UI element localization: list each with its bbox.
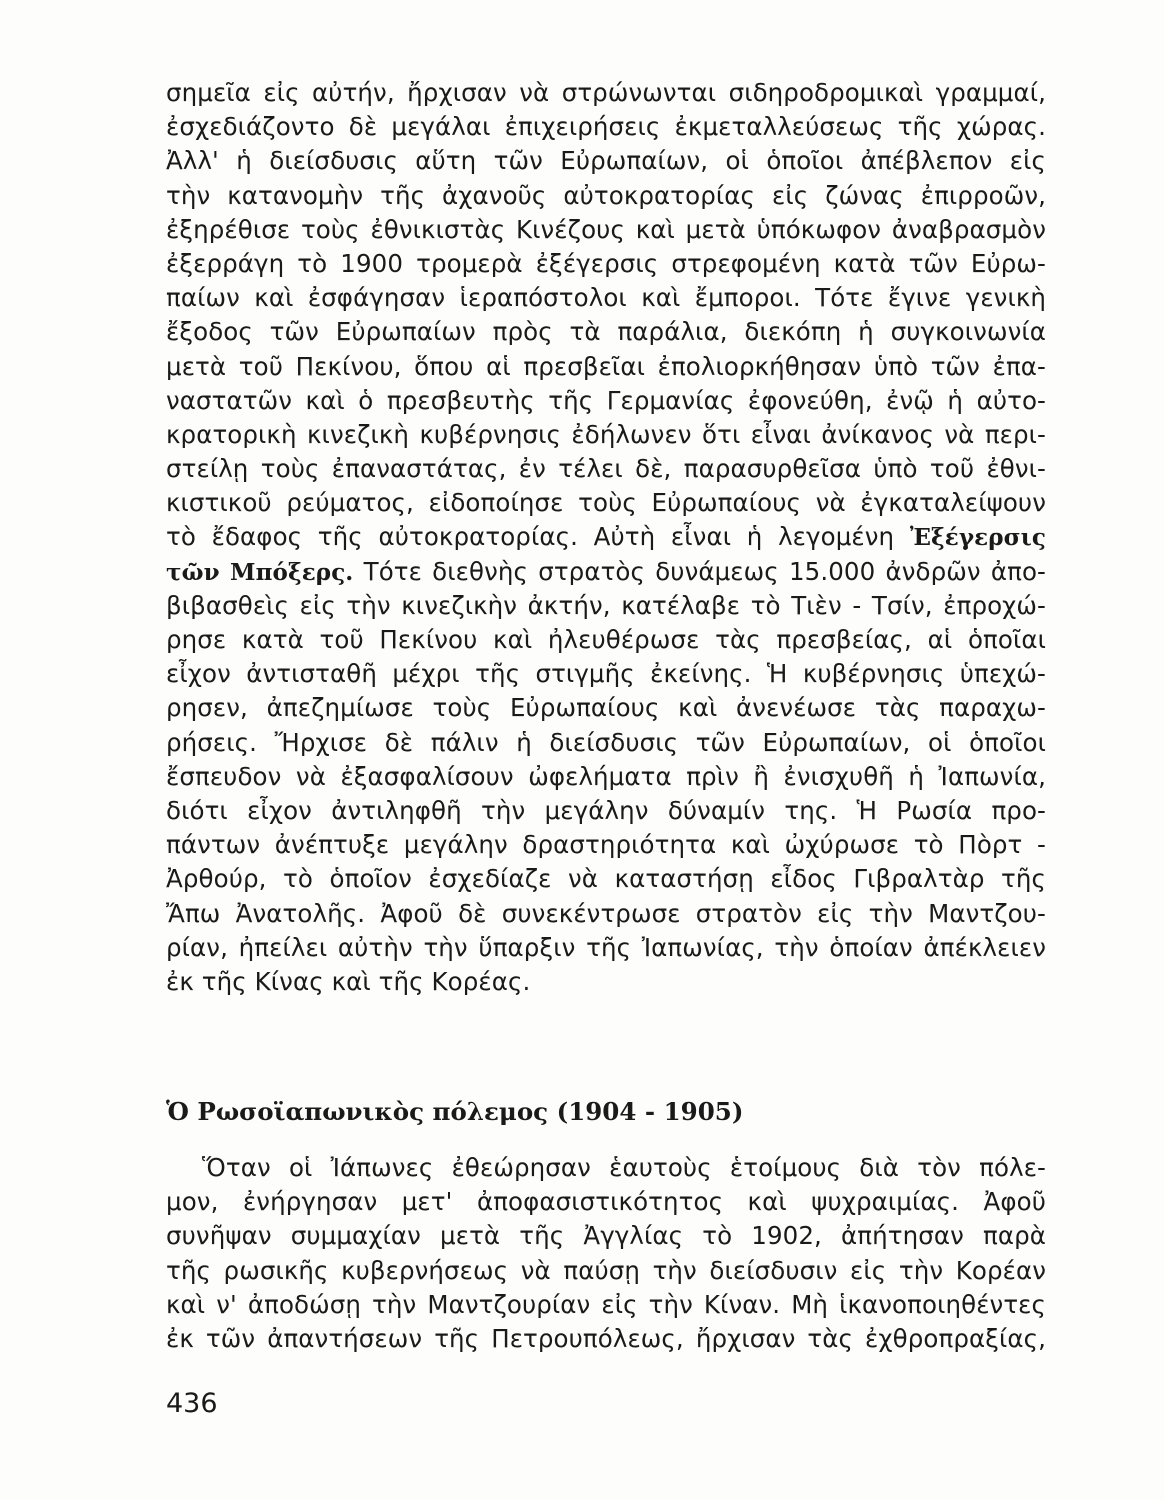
- text-line: ἐξηρέθισε τοὺς ἐθνικιστὰς Κινέζους καὶ μετὰ ὑπόκωφον ἀναβρασμὸν: [166, 214, 1046, 244]
- text-line: παίων καὶ ἐσφάγησαν ἱεραπόστολοι καὶ ἔμποροι. Τότε ἔγινε γενικὴ: [166, 283, 1046, 313]
- boxer-rebellion-term-cont: τῶν Μπόξερς.: [166, 558, 354, 586]
- text-line: ἐσχεδιάζοντο δὲ μεγάλαι ἐπιχειρήσεις ἐκμεταλλεύσεως τῆς χώρας.: [166, 112, 1046, 142]
- page-number: 436: [166, 1388, 218, 1419]
- text-line: ἔσπευδον νὰ ἐξασφαλίσουν ὠφελήματα πρὶν ἢ ἐνισχυθῆ ἡ Ἰαπωνία,: [166, 761, 1046, 791]
- text-line: ρησεν, ἀπεζημίωσε τοὺς Εὐρωπαίους καὶ ἀνενέωσε τὰς παραχω-: [166, 693, 1046, 723]
- text-line: Ἄπω Ἀνατολῆς. Ἀφοῦ δὲ συνεκέντρωσε στρατὸν εἰς τὴν Μαντζου-: [166, 898, 1046, 928]
- boxer-rebellion-term: Ἐξέγερσις: [909, 524, 1047, 552]
- text-line: μον, ἐνήργησαν μετ' ἀποφασιστικότητος καὶ ψυχραιμίας. Ἀφοῦ: [166, 1187, 1046, 1217]
- text-line: ἐξερράγη τὸ 1900 τρομερὰ ἐξέγερσις στρεφομένη κατὰ τῶν Εὐρω-: [166, 248, 1046, 278]
- text-line-with-bold-term: [166, 520, 1046, 554]
- text-line: κρατορικὴ κινεζικὴ κυβέρνησις ἐδήλωνεν ὅτι εἶναι ἀνίκανος νὰ περι-: [166, 419, 1046, 449]
- body-paragraph: [166, 76, 1046, 999]
- text-line: τῆς ρωσικῆς κυβερνήσεως νὰ παύσῃ τὴν διείσδυσιν εἰς τὴν Κορέαν: [166, 1255, 1046, 1285]
- text-line: βιβασθεὶς εἰς τὴν κινεζικὴν ἀκτήν, κατέλαβε τὸ Τιὲν - Τσίν, ἐπροχώ-: [166, 590, 1046, 620]
- text-line: διότι εἶχον ἀντιληφθῆ τὴν μεγάλην δύναμίν της. Ἡ Ρωσία προ-: [166, 795, 1046, 825]
- text-line: Ἀλλ' ἡ διείσδυσις αὕτη τῶν Εὐρωπαίων, οἱ ὁποῖοι ἀπέβλεπον εἰς: [166, 146, 1046, 176]
- text-line-with-bold-term: [166, 555, 1046, 589]
- text-line: ναστατῶν καὶ ὁ πρεσβευτὴς τῆς Γερμανίας ἐφονεύθη, ἐνῷ ἡ αὐτο-: [166, 385, 1046, 415]
- text-line: εἶχον ἀντισταθῆ μέχρι τῆς στιγμῆς ἐκείνης. Ἡ κυβέρνησις ὑπεχώ-: [166, 659, 1046, 689]
- section-heading: Ὁ Ρωσοϊαπωνικὸς πόλεμος (1904 - 1905): [166, 1097, 744, 1126]
- text-line: ρησε κατὰ τοῦ Πεκίνου καὶ ἠλευθέρωσε τὰς πρεσβείας, αἱ ὁποῖαι: [166, 625, 1046, 654]
- text-line: σημεῖα εἰς αὐτήν, ἤρχισαν νὰ στρώνωνται σιδηροδρομικαὶ γραμμαί,: [166, 78, 1046, 107]
- text-line: ἔξοδος τῶν Εὐρωπαίων πρὸς τὰ παράλια, διεκόπη ἡ συγκοινωνία: [166, 317, 1046, 347]
- text-line: ρήσεις. Ἤρχισε δὲ πάλιν ἡ διείσδυσις τῶν Εὐρωπαίων, οἱ ὁποῖοι: [166, 727, 1046, 757]
- text-line: Ἀρθούρ, τὸ ὁποῖον ἐσχεδίαζε νὰ καταστήσῃ εἶδος Γιβραλτὰρ τῆς: [166, 864, 1046, 894]
- text-line: πάντων ἀνέπτυξε μεγάλην δραστηριότητα καὶ ὠχύρωσε τὸ Πὸρτ -: [166, 830, 1046, 860]
- text-line: Ὅταν οἱ Ἰάπωνες ἐθεώρησαν ἑαυτοὺς ἑτοίμους διὰ τὸν πόλε-: [202, 1153, 1046, 1182]
- text-segment: Τότε διεθνὴς στρατὸς δυνάμεως 15.000 ἀνδρῶν ἀπο-: [353, 556, 1046, 586]
- text-line: καὶ ν' ἀποδώσῃ τὴν Μαντζουρίαν εἰς τὴν Κίναν. Μὴ ἱκανοποιηθέντες: [166, 1289, 1046, 1319]
- body-paragraph: [166, 1151, 1046, 1356]
- text-line: ἐκ τῆς Κίνας καὶ τῆς Κορέας.: [166, 966, 531, 996]
- text-line: στείλῃ τοὺς ἐπαναστάτας, ἐν τέλει δὲ, παρασυρθεῖσα ὑπὸ τοῦ ἐθνι-: [166, 454, 1046, 484]
- text-line: συνῆψαν συμμαχίαν μετὰ τῆς Ἀγγλίας τὸ 1902, ἀπήτησαν παρὰ: [166, 1221, 1046, 1251]
- text-line: τὴν κατανομὴν τῆς ἀχανοῦς αὐτοκρατορίας εἰς ζώνας ἐπιρροῶν,: [166, 180, 1046, 210]
- text-line: μετὰ τοῦ Πεκίνου, ὅπου αἱ πρεσβεῖαι ἐπολιορκήθησαν ὑπὸ τῶν ἐπα-: [166, 351, 1046, 381]
- text-segment: τὸ ἔδαφος τῆς αὐτοκρατορίας. Αὐτὴ εἶναι ἡ λεγομένη: [166, 522, 895, 552]
- text-line: ρίαν, ἠπείλει αὐτὴν τὴν ὕπαρξιν τῆς Ἰαπωνίας, τὴν ὁποίαν ἀπέκλειεν: [166, 932, 1046, 962]
- text-line: ἐκ τῶν ἀπαντήσεων τῆς Πετρουπόλεως, ἤρχισαν τὰς ἐχθροπραξίας,: [166, 1323, 1046, 1353]
- text-line: κιστικοῦ ρεύματος, εἰδοποίησε τοὺς Εὐρωπαίους νὰ ἐγκαταλείψουν: [166, 488, 1046, 518]
